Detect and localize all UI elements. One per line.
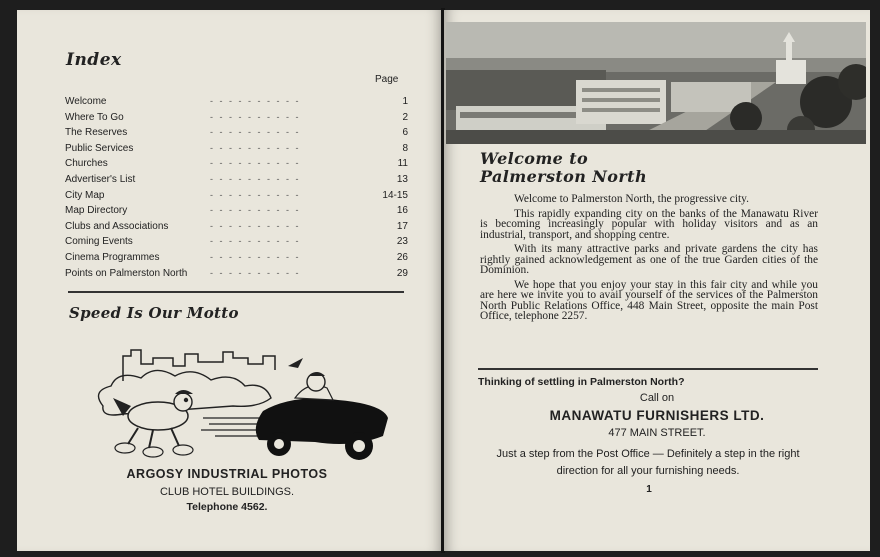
index-leader-dots: - - - - - - - - - - bbox=[210, 158, 301, 169]
index-leader-dots: - - - - - - - - - - bbox=[210, 96, 301, 106]
index-title: Index bbox=[66, 50, 122, 70]
index-entry bbox=[65, 219, 408, 235]
furnishers-company-name: MANAWATU FURNISHERS LTD. bbox=[549, 408, 765, 423]
welcome-text bbox=[480, 194, 818, 326]
welcome-paragraph: We hope that you enjoy your stay in this fair city and while you are here we invite you to avail yourself of the services of the Palmerston North Public Relations Office, 448 Main Street, opposite the main Post Office, telephone 2257. bbox=[480, 278, 818, 322]
index-entry-title: Where To Go bbox=[65, 111, 124, 123]
index-entry bbox=[65, 250, 408, 266]
index-entry-page: 14-15 bbox=[382, 189, 408, 201]
city-aerial-photo bbox=[446, 22, 866, 144]
argosy-company-name: ARGOSY INDUSTRIAL PHOTOS bbox=[126, 467, 328, 481]
index-entry bbox=[65, 234, 408, 250]
index-entry-page: 6 bbox=[402, 127, 408, 139]
index-entry-page: 17 bbox=[396, 220, 408, 232]
page-number: 1 bbox=[646, 484, 652, 495]
index-list bbox=[65, 94, 408, 281]
index-divider bbox=[68, 291, 404, 293]
ad-question: Thinking of settling in Palmerston North? bbox=[478, 376, 685, 388]
index-entry-page: 13 bbox=[396, 173, 408, 185]
index-entry bbox=[65, 110, 408, 126]
index-leader-dots: - - - - - - - - - - bbox=[210, 142, 301, 153]
index-leader-dots: - - - - - - - - - - bbox=[210, 267, 301, 278]
index-leader-dots: - - - - - - - - - - bbox=[210, 251, 301, 262]
index-entry bbox=[65, 125, 408, 141]
index-entry-title: Points on Palmerston North bbox=[65, 267, 188, 279]
index-entry bbox=[65, 141, 408, 157]
furnishers-tagline: Just a step from the Post Office — Definitely a step in the right direction for all your furnishing needs. bbox=[496, 448, 800, 477]
index-leader-dots: - - - - - - - - - - bbox=[210, 236, 301, 247]
index-entry-page: 8 bbox=[402, 142, 408, 154]
index-entry-title: Cinema Programmes bbox=[65, 251, 160, 263]
welcome-paragraph: Welcome to Palmerston North, the progressive city. bbox=[514, 193, 749, 205]
index-leader-dots: - - - - - - - - - - bbox=[210, 205, 301, 216]
index-entry-page: 1 bbox=[402, 96, 408, 107]
index-entry-title: Advertiser's List bbox=[65, 173, 136, 185]
index-entry bbox=[65, 94, 408, 110]
right-page bbox=[444, 10, 870, 551]
welcome-heading-line2: Palmerston North bbox=[480, 167, 648, 186]
index-entry-title: City Map bbox=[65, 189, 105, 201]
page-column-heading: Page bbox=[375, 74, 399, 85]
index-entry bbox=[65, 172, 408, 188]
index-entry-title: Clubs and Associations bbox=[65, 220, 169, 232]
index-entry-title: Welcome bbox=[65, 96, 107, 107]
index-entry-title: Public Services bbox=[65, 142, 134, 154]
welcome-paragraph: This rapidly expanding city on the banks of the Manawatu River is becoming increasingly popular with holiday visitors and as an industrial, transport, and shopping centre. bbox=[480, 207, 818, 241]
index-entry-page: 23 bbox=[396, 236, 408, 248]
furnishers-street: 477 MAIN STREET. bbox=[608, 427, 706, 439]
index-entry-page: 16 bbox=[396, 205, 408, 217]
welcome-heading-line1: Welcome to bbox=[480, 149, 589, 168]
index-leader-dots: - - - - - - - - - - bbox=[210, 111, 301, 122]
index-entry-title: Coming Events bbox=[65, 236, 133, 248]
index-leader-dots: - - - - - - - - - - bbox=[210, 189, 301, 200]
index-entry-page: 2 bbox=[402, 111, 408, 123]
index-leader-dots: - - - - - - - - - - bbox=[210, 173, 301, 184]
welcome-heading bbox=[480, 150, 647, 186]
motto-heading: Speed Is Our Motto bbox=[69, 304, 239, 322]
index-entry bbox=[65, 156, 408, 172]
index-entry bbox=[65, 203, 408, 219]
index-entry-page: 26 bbox=[396, 251, 408, 263]
index-entry-title: Churches bbox=[65, 158, 108, 170]
ad-call-on: Call on bbox=[639, 392, 675, 404]
argosy-address: CLUB HOTEL BUILDINGS. bbox=[159, 486, 295, 498]
speed-cartoon-illustration bbox=[83, 336, 393, 470]
welcome-paragraph: With its many attractive parks and private gardens the city has rightly gained acknowledgement as one of the true Garden cities of the Dominion. bbox=[480, 243, 818, 276]
welcome-divider bbox=[478, 368, 818, 370]
argosy-telephone: Telephone 4562. bbox=[186, 501, 268, 513]
index-entry-page: 29 bbox=[396, 267, 408, 279]
index-entry bbox=[65, 188, 408, 204]
index-entry-page: 11 bbox=[397, 158, 408, 170]
left-page bbox=[17, 10, 442, 551]
index-entry-title: Map Directory bbox=[65, 205, 128, 217]
index-leader-dots: - - - - - - - - - - bbox=[210, 127, 301, 138]
index-entry bbox=[65, 266, 408, 282]
index-leader-dots: - - - - - - - - - - bbox=[210, 220, 301, 231]
index-entry-title: The Reserves bbox=[65, 127, 128, 139]
